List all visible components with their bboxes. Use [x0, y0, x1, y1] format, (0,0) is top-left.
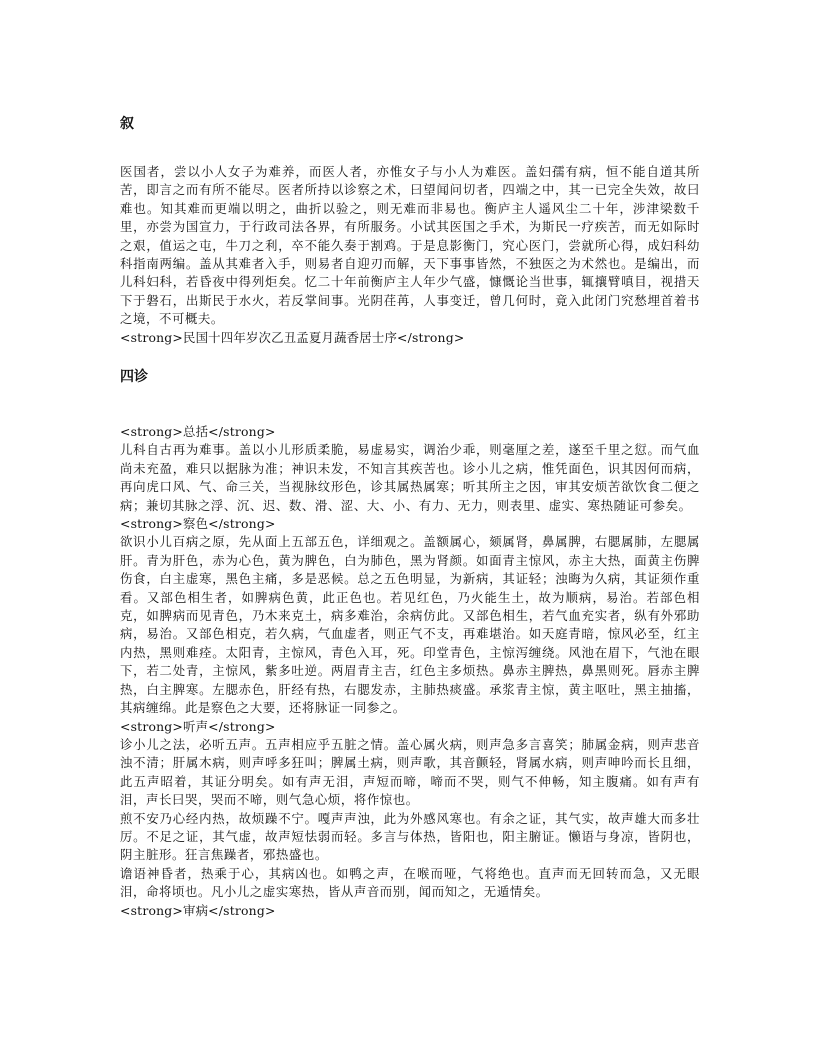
- section-paragraph: 儿科自古再为难事。盖以小儿形质柔脆，易虚易实，调治少乖，则毫厘之差，遂至千里之愆。而气血尚未充盈，难只以据脉为准；神识未发，不知言其疾苦也。诊小儿之病，惟凭面色，识其因何而病，再向虎口风、气、命三关，当视脉纹形色，诊其属热属寒；听其所主之因，审其安烦苦欲饮食二便之病；兼切其脉之浮、沉、迟、数、滑、涩、大、小、有力、无力，则表里、虚实、寒热随证可参矣。: [120, 442, 700, 513]
- section-paragraph: 谵语神昏者，热乘于心，其病凶也。如鸭之声，在喉而哑，气将绝也。直声而无回转而急，又无眼泪，命将顷也。凡小儿之虚实寒热，皆从声音而别，闻而知之，无遁情矣。: [120, 865, 700, 900]
- preface-title: 叙: [120, 116, 134, 132]
- section-paragraph: 欲识小儿百病之原，先从面上五部五色，详细观之。盖额属心，颏属肾，鼻属脾，右腮属肺，左腮属肝。青为肝色，赤为心色，黄为脾色，白为肺色，黑为肾颜。如面青主惊风，赤主大热，面黄主伤脾伤食，白主虚寒，黑色主痛，多是恶候。总之五色明显，为新病，其证轻；浊晦为久病，其证须作重看。又部色相生者，如脾病色黄，此正色也。若见红色，乃火能生土，故为顺病，易治。若部色相克，如脾病而见青色，乃木来克土，病多难治，余病仿此。又部色相生，若气血充实者，纵有外邪助病，易治。又部色相克，若久病，气血虚者，则正气不支，再难堪治。如天庭青暗，惊风必至，红主内热，黑则难痊。太阳青，主惊风，青色入耳，死。印堂青色，主惊泻缠绕。风池在眉下，气池在眼下，若二处青，主惊风，紫多吐逆。两眉青主吉，红色主多烦热。鼻赤主脾热，鼻黑则死。唇赤主脾热，白主脾寒。左腮赤色，肝经有热，右腮发赤，主肺热痰盛。承浆青主惊，黄主呕吐，黑主抽搐，其病缠绵。此是察色之大要，还将脉证一同参之。: [120, 534, 700, 716]
- section-label-tingsheng: <strong>听声</strong>: [120, 718, 276, 734]
- section-label-chase: <strong>察色</strong>: [120, 516, 276, 532]
- chapter-title: 四诊: [120, 369, 148, 385]
- chapter-block: [120, 423, 700, 920]
- section-label-shenbing: <strong>审病</strong>: [120, 902, 276, 918]
- section-paragraph: 煎不安乃心经内热，故烦躁不宁。嘎声声浊，此为外感风寒也。有余之证，其气实，故声雄大而多壮厉。不足之证，其气虚，故声短怯弱而轻。多言与体热，皆阳也，阳主腑证。懒语与身凉，皆阴也，阴主脏形。狂言焦躁者，邪热盛也。: [120, 810, 700, 863]
- section-paragraph: 诊小儿之法，必听五声。五声相应乎五脏之情。盖心属火病，则声急多言喜笑；肺属金病，则声悲音浊不清；肝属木病，则声呼多狂叫；脾属土病，则声歌，其音颤轻，肾属水病，则声呻吟而长且细，此五声昭着，其证分明矣。如有声无泪，声短而啼，啼而不哭，则气不伸畅，知主腹痛。如有声有泪，声长曰哭，哭而不啼，则气急心烦，将作惊也。: [120, 736, 700, 808]
- section-label-zongkuo: <strong>总括</strong>: [120, 424, 276, 439]
- preface-body: 医国者，尝以小人女子为难养，而医人者，亦惟女子与小人为难医。盖妇孺有病，恒不能自道其所苦，即言之而有所不能尽。医者所持以诊察之术，曰望闻问切者，四端之中，其一已完全失效，故曰难也。知其难而更端以明之，曲折以验之，则无难而非易也。衡庐主人遥风尘二十年，涉津梁数千里，亦尝为国宣力，于行政司法各界，有所服务。小试其医国之手术，为斯民一疗疾苦，而无如际时之艰，值运之屯，牛刀之利，卒不能久奏于割鸡。于是息影衡门，究心医门，尝就所心得，成妇科幼科指南两编。盖从其难者入手，则易者自迎刃而解，天下事事皆然，不独医之为术然也。是编出，而儿科妇科，若昏夜中得列炬矣。忆二十年前衡庐主人年少气盛，慷慨论当世事，辄攘臂嗔目，视措天下于磐石，出斯民于水火，若反掌间事。光阴荏苒，人事变迁，曾几何时，竟入此闭门究愁埋首着书之境，不可概夫。: [120, 164, 700, 327]
- preface-signature: <strong>民国十四年岁次乙丑孟夏月蔬香居士序</strong>: [120, 329, 465, 345]
- preface-block: [120, 163, 700, 347]
